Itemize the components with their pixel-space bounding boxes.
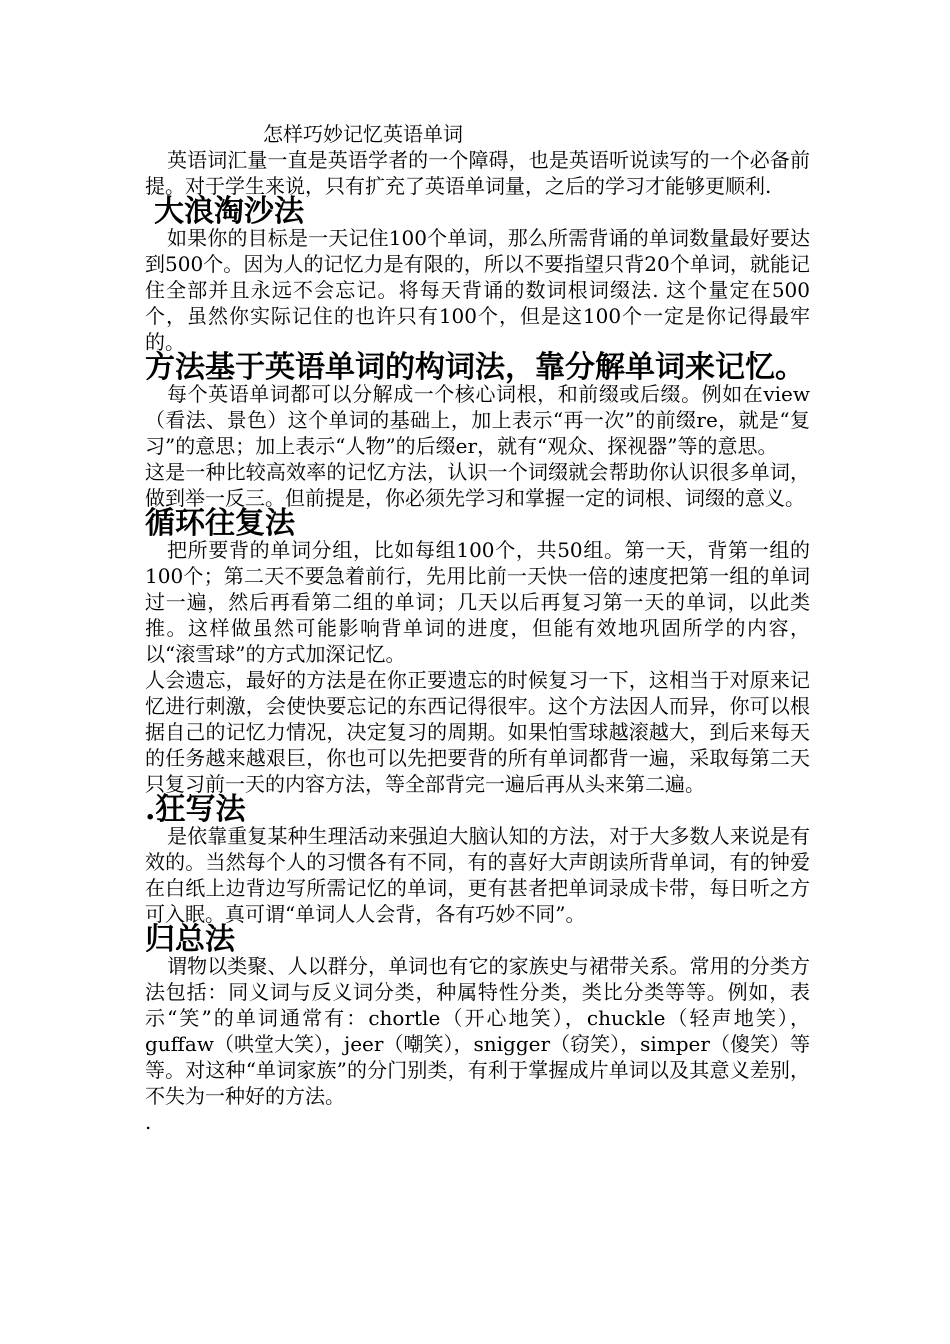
section-heading: 大浪淘沙法 [154, 194, 304, 229]
intro-paragraph: 英语词汇量一直是英语学者的一个障碍，也是英语听说读写的一个必备前提。对于学生来说，只有扩充了英语单词量，之后的学习才能够更顺利. [145, 148, 810, 198]
section-paragraph: 把所要背的单词分组，比如每组100个，共50组。第一天，背第一组的100个；第二天不要急着前行，先用比前一天快一倍的速度把第一组的单词过一遍，然后再看第二组的单词；几天以后再复习第一天的单词，以此类推。这样做虽然可能影响背单词的进度，但能有效地巩固所学的内容，以“滚雪球”的方式加深记忆。 [145, 538, 810, 666]
section-paragraph: 每个英语单词都可以分解成一个核心词根，和前缀或后缀。例如在view（看法、景色）这个单词的基础上，加上表示“再一次”的前缀re，就是“复习”的意思；加上表示“人物”的后缀er，就有“观众、探视器”等的意思。 [145, 382, 810, 458]
section-paragraph: 是依靠重复某种生理活动来强迫大脑认知的方法，对于大多数人来说是有效的。当然每个人的习惯各有不同，有的喜好大声朗读所背单词，有的钟爱在白纸上边背边写所需记忆的单词，更有甚者把单词录成卡带，每日听之方可入眠。真可谓“单词人人会背，各有巧妙不同”。 [145, 824, 810, 926]
section-paragraph: 人会遗忘，最好的方法是在你正要遗忘的时候复习一下，这相当于对原来记忆进行刺激，会使快要忘记的东西记得很牢。这个方法因人而异，你可以根据自己的记忆力情况，决定复习的周期。如果怕雪球越滚越大，到后来每天的任务越来越艰巨，你也可以先把要背的所有单词都背一遍，采取每第二天只复习前一天的内容方法，等全部背完一遍后再从头来第二遍。 [145, 668, 810, 796]
section-sand-method [145, 194, 810, 355]
section-writing-method [145, 792, 810, 927]
section-heading: 方法基于英语单词的构词法，靠分解单词来记忆。 [145, 350, 805, 385]
section-word-formation [145, 350, 810, 511]
section-cycle-method [145, 506, 810, 797]
section-grouping-method [145, 922, 810, 1109]
section-paragraph: 谓物以类聚、人以群分，单词也有它的家族史与裙带关系。常用的分类方法包括：同义词与反义词分类，种属特性分类，类比分类等等。例如，表示“笑”的单词通常有：chortle（开心地笑），chuckle（轻声地笑），guffaw（哄堂大笑），jeer（嘲笑），snigger（窃笑），simper（傻笑）等等。对这种“单词家族”的分门别类，有利于掌握成片单词以及其意义差别，不失为一种好的方法。 [145, 954, 810, 1108]
document-body [145, 121, 810, 1135]
section-heading: .狂写法 [145, 792, 246, 827]
section-paragraph: 这是一种比较高效率的记忆方法，认识一个词缀就会帮助你认识很多单词，做到举一反三。但前提是，你必须先学习和掌握一定的词根、词缀的意义。 [145, 460, 810, 510]
section-heading: 归总法 [145, 922, 235, 957]
section-heading: 循环往复法 [145, 506, 295, 541]
section-paragraph: 如果你的目标是一天记住100个单词，那么所需背诵的单词数量最好要达到500个。因为人的记忆力是有限的，所以不要指望只背20个单词，就能记住全部并且永远不会忘记。将每天背诵的数词根词缀法. 这个量定在500个，虽然你实际记住的也许只有100个，但是这100个一定是你记得最牢的。 [145, 226, 810, 354]
trailing-mark: . [145, 1110, 152, 1134]
document-title: 怎样巧妙记忆英语单词 [263, 122, 463, 146]
